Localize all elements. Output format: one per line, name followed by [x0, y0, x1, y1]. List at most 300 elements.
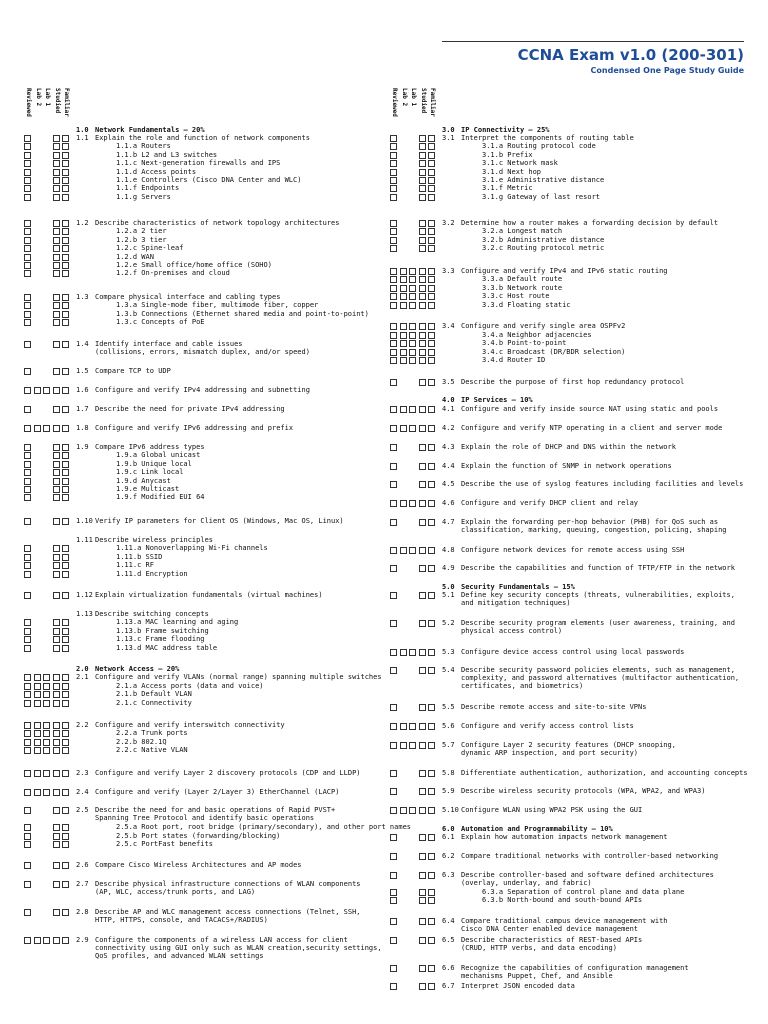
checkbox-lab-2[interactable]: [34, 700, 41, 707]
checkbox-reviewed[interactable]: [390, 519, 397, 526]
checkbox-familiar[interactable]: [428, 620, 435, 627]
checkbox-familiar[interactable]: [428, 323, 435, 330]
checkbox-familiar[interactable]: [62, 302, 69, 309]
checkbox-reviewed[interactable]: [24, 619, 31, 626]
checkbox-familiar[interactable]: [428, 444, 435, 451]
checkbox-reviewed[interactable]: [24, 571, 31, 578]
checkbox-familiar[interactable]: [428, 293, 435, 300]
checkbox-reviewed[interactable]: [24, 194, 31, 201]
checkbox-lab-2[interactable]: [400, 742, 407, 749]
checkbox-familiar[interactable]: [428, 704, 435, 711]
checkbox-reviewed[interactable]: [24, 730, 31, 737]
checkbox-lab-2[interactable]: [400, 807, 407, 814]
checkbox-reviewed[interactable]: [24, 862, 31, 869]
checkbox-studied[interactable]: [419, 237, 426, 244]
checkbox-lab-2[interactable]: [34, 425, 41, 432]
checkbox-lab-2[interactable]: [34, 683, 41, 690]
checkbox-reviewed[interactable]: [390, 834, 397, 841]
checkbox-reviewed[interactable]: [390, 349, 397, 356]
checkbox-reviewed[interactable]: [24, 220, 31, 227]
checkbox-reviewed[interactable]: [390, 152, 397, 159]
checkbox-studied[interactable]: [53, 494, 60, 501]
checkbox-studied[interactable]: [53, 909, 60, 916]
checkbox-reviewed[interactable]: [24, 770, 31, 777]
checkbox-reviewed[interactable]: [390, 481, 397, 488]
checkbox-studied[interactable]: [53, 177, 60, 184]
checkbox-lab-1[interactable]: [409, 723, 416, 730]
checkbox-lab-2[interactable]: [400, 268, 407, 275]
checkbox-lab-1[interactable]: [409, 323, 416, 330]
checkbox-reviewed[interactable]: [390, 379, 397, 386]
checkbox-lab-2[interactable]: [400, 406, 407, 413]
checkbox-studied[interactable]: [53, 319, 60, 326]
checkbox-reviewed[interactable]: [24, 228, 31, 235]
checkbox-studied[interactable]: [53, 645, 60, 652]
checkbox-studied[interactable]: [419, 220, 426, 227]
checkbox-reviewed[interactable]: [390, 897, 397, 904]
checkbox-reviewed[interactable]: [390, 667, 397, 674]
checkbox-familiar[interactable]: [428, 185, 435, 192]
checkbox-studied[interactable]: [419, 185, 426, 192]
checkbox-reviewed[interactable]: [390, 245, 397, 252]
checkbox-lab-1[interactable]: [409, 406, 416, 413]
checkbox-reviewed[interactable]: [24, 478, 31, 485]
checkbox-familiar[interactable]: [62, 319, 69, 326]
checkbox-reviewed[interactable]: [24, 691, 31, 698]
checkbox-studied[interactable]: [419, 500, 426, 507]
checkbox-studied[interactable]: [53, 722, 60, 729]
checkbox-lab-1[interactable]: [409, 268, 416, 275]
checkbox-lab-2[interactable]: [400, 276, 407, 283]
checkbox-studied[interactable]: [53, 311, 60, 318]
checkbox-reviewed[interactable]: [24, 841, 31, 848]
checkbox-lab-1[interactable]: [409, 742, 416, 749]
checkbox-studied[interactable]: [53, 143, 60, 150]
checkbox-lab-2[interactable]: [400, 349, 407, 356]
checkbox-familiar[interactable]: [62, 494, 69, 501]
checkbox-reviewed[interactable]: [390, 770, 397, 777]
checkbox-reviewed[interactable]: [390, 853, 397, 860]
checkbox-reviewed[interactable]: [24, 683, 31, 690]
checkbox-studied[interactable]: [53, 747, 60, 754]
checkbox-studied[interactable]: [53, 700, 60, 707]
checkbox-lab-2[interactable]: [34, 770, 41, 777]
checkbox-reviewed[interactable]: [24, 881, 31, 888]
checkbox-reviewed[interactable]: [390, 194, 397, 201]
checkbox-familiar[interactable]: [428, 834, 435, 841]
checkbox-familiar[interactable]: [428, 135, 435, 142]
checkbox-reviewed[interactable]: [24, 294, 31, 301]
checkbox-familiar[interactable]: [62, 807, 69, 814]
checkbox-lab-2[interactable]: [34, 789, 41, 796]
checkbox-reviewed[interactable]: [390, 704, 397, 711]
checkbox-studied[interactable]: [419, 293, 426, 300]
checkbox-familiar[interactable]: [62, 270, 69, 277]
checkbox-studied[interactable]: [419, 918, 426, 925]
checkbox-familiar[interactable]: [62, 554, 69, 561]
checkbox-reviewed[interactable]: [24, 302, 31, 309]
checkbox-studied[interactable]: [53, 807, 60, 814]
checkbox-studied[interactable]: [53, 518, 60, 525]
checkbox-studied[interactable]: [53, 833, 60, 840]
checkbox-lab-2[interactable]: [400, 547, 407, 554]
checkbox-studied[interactable]: [419, 245, 426, 252]
checkbox-familiar[interactable]: [62, 747, 69, 754]
checkbox-studied[interactable]: [419, 276, 426, 283]
checkbox-studied[interactable]: [419, 340, 426, 347]
checkbox-familiar[interactable]: [62, 152, 69, 159]
checkbox-reviewed[interactable]: [390, 220, 397, 227]
checkbox-studied[interactable]: [53, 135, 60, 142]
checkbox-reviewed[interactable]: [390, 332, 397, 339]
checkbox-studied[interactable]: [53, 452, 60, 459]
checkbox-familiar[interactable]: [62, 461, 69, 468]
checkbox-lab-1[interactable]: [43, 789, 50, 796]
checkbox-studied[interactable]: [419, 897, 426, 904]
checkbox-studied[interactable]: [419, 667, 426, 674]
checkbox-studied[interactable]: [419, 379, 426, 386]
checkbox-familiar[interactable]: [428, 937, 435, 944]
checkbox-familiar[interactable]: [62, 862, 69, 869]
checkbox-lab-1[interactable]: [43, 683, 50, 690]
checkbox-familiar[interactable]: [62, 478, 69, 485]
checkbox-studied[interactable]: [53, 237, 60, 244]
checkbox-studied[interactable]: [53, 469, 60, 476]
checkbox-familiar[interactable]: [62, 254, 69, 261]
checkbox-familiar[interactable]: [428, 340, 435, 347]
checkbox-studied[interactable]: [419, 742, 426, 749]
checkbox-reviewed[interactable]: [390, 965, 397, 972]
checkbox-lab-1[interactable]: [409, 332, 416, 339]
checkbox-studied[interactable]: [419, 169, 426, 176]
checkbox-familiar[interactable]: [428, 285, 435, 292]
checkbox-studied[interactable]: [53, 592, 60, 599]
checkbox-reviewed[interactable]: [390, 592, 397, 599]
checkbox-familiar[interactable]: [62, 185, 69, 192]
checkbox-familiar[interactable]: [62, 700, 69, 707]
checkbox-reviewed[interactable]: [24, 135, 31, 142]
checkbox-reviewed[interactable]: [390, 937, 397, 944]
checkbox-familiar[interactable]: [62, 262, 69, 269]
checkbox-reviewed[interactable]: [390, 169, 397, 176]
checkbox-studied[interactable]: [53, 562, 60, 569]
checkbox-reviewed[interactable]: [24, 645, 31, 652]
checkbox-lab-1[interactable]: [409, 500, 416, 507]
checkbox-reviewed[interactable]: [390, 406, 397, 413]
checkbox-lab-2[interactable]: [34, 722, 41, 729]
checkbox-studied[interactable]: [53, 862, 60, 869]
checkbox-familiar[interactable]: [62, 220, 69, 227]
checkbox-lab-2[interactable]: [400, 425, 407, 432]
checkbox-familiar[interactable]: [62, 444, 69, 451]
checkbox-familiar[interactable]: [62, 406, 69, 413]
checkbox-familiar[interactable]: [62, 841, 69, 848]
checkbox-lab-2[interactable]: [34, 937, 41, 944]
checkbox-lab-1[interactable]: [409, 285, 416, 292]
checkbox-familiar[interactable]: [62, 592, 69, 599]
checkbox-familiar[interactable]: [62, 937, 69, 944]
checkbox-familiar[interactable]: [428, 276, 435, 283]
checkbox-reviewed[interactable]: [24, 245, 31, 252]
checkbox-reviewed[interactable]: [24, 387, 31, 394]
checkbox-familiar[interactable]: [428, 406, 435, 413]
checkbox-familiar[interactable]: [428, 302, 435, 309]
checkbox-familiar[interactable]: [428, 649, 435, 656]
checkbox-studied[interactable]: [53, 254, 60, 261]
checkbox-familiar[interactable]: [428, 349, 435, 356]
checkbox-studied[interactable]: [53, 937, 60, 944]
checkbox-studied[interactable]: [419, 228, 426, 235]
checkbox-lab-2[interactable]: [400, 293, 407, 300]
checkbox-familiar[interactable]: [428, 770, 435, 777]
checkbox-familiar[interactable]: [428, 379, 435, 386]
checkbox-lab-1[interactable]: [43, 691, 50, 698]
checkbox-reviewed[interactable]: [24, 807, 31, 814]
checkbox-lab-2[interactable]: [34, 747, 41, 754]
checkbox-familiar[interactable]: [428, 807, 435, 814]
checkbox-studied[interactable]: [53, 185, 60, 192]
checkbox-familiar[interactable]: [62, 881, 69, 888]
checkbox-studied[interactable]: [53, 245, 60, 252]
checkbox-familiar[interactable]: [62, 469, 69, 476]
checkbox-lab-2[interactable]: [400, 332, 407, 339]
checkbox-studied[interactable]: [53, 220, 60, 227]
checkbox-lab-2[interactable]: [400, 302, 407, 309]
checkbox-reviewed[interactable]: [24, 789, 31, 796]
checkbox-familiar[interactable]: [62, 177, 69, 184]
checkbox-reviewed[interactable]: [24, 554, 31, 561]
checkbox-reviewed[interactable]: [390, 323, 397, 330]
checkbox-familiar[interactable]: [62, 909, 69, 916]
checkbox-reviewed[interactable]: [390, 237, 397, 244]
checkbox-studied[interactable]: [419, 425, 426, 432]
checkbox-reviewed[interactable]: [390, 340, 397, 347]
checkbox-studied[interactable]: [419, 177, 426, 184]
checkbox-studied[interactable]: [53, 571, 60, 578]
checkbox-familiar[interactable]: [428, 897, 435, 904]
checkbox-studied[interactable]: [419, 770, 426, 777]
checkbox-lab-2[interactable]: [400, 723, 407, 730]
checkbox-lab-1[interactable]: [409, 293, 416, 300]
checkbox-studied[interactable]: [419, 547, 426, 554]
checkbox-reviewed[interactable]: [390, 268, 397, 275]
checkbox-studied[interactable]: [53, 406, 60, 413]
checkbox-reviewed[interactable]: [390, 185, 397, 192]
checkbox-studied[interactable]: [419, 444, 426, 451]
checkbox-familiar[interactable]: [428, 788, 435, 795]
checkbox-reviewed[interactable]: [24, 444, 31, 451]
checkbox-reviewed[interactable]: [24, 747, 31, 754]
checkbox-studied[interactable]: [53, 294, 60, 301]
checkbox-familiar[interactable]: [62, 674, 69, 681]
checkbox-reviewed[interactable]: [390, 500, 397, 507]
checkbox-familiar[interactable]: [62, 739, 69, 746]
checkbox-studied[interactable]: [53, 486, 60, 493]
checkbox-familiar[interactable]: [428, 228, 435, 235]
checkbox-studied[interactable]: [53, 770, 60, 777]
checkbox-studied[interactable]: [419, 194, 426, 201]
checkbox-familiar[interactable]: [62, 619, 69, 626]
checkbox-studied[interactable]: [53, 262, 60, 269]
checkbox-familiar[interactable]: [428, 872, 435, 879]
checkbox-familiar[interactable]: [62, 824, 69, 831]
checkbox-studied[interactable]: [53, 425, 60, 432]
checkbox-reviewed[interactable]: [24, 545, 31, 552]
checkbox-familiar[interactable]: [62, 518, 69, 525]
checkbox-familiar[interactable]: [62, 194, 69, 201]
checkbox-familiar[interactable]: [428, 547, 435, 554]
checkbox-familiar[interactable]: [428, 357, 435, 364]
checkbox-reviewed[interactable]: [24, 311, 31, 318]
checkbox-lab-1[interactable]: [43, 747, 50, 754]
checkbox-studied[interactable]: [53, 341, 60, 348]
checkbox-studied[interactable]: [53, 152, 60, 159]
checkbox-familiar[interactable]: [428, 742, 435, 749]
checkbox-reviewed[interactable]: [24, 518, 31, 525]
checkbox-lab-1[interactable]: [43, 387, 50, 394]
checkbox-reviewed[interactable]: [390, 918, 397, 925]
checkbox-studied[interactable]: [53, 636, 60, 643]
checkbox-studied[interactable]: [419, 268, 426, 275]
checkbox-reviewed[interactable]: [390, 357, 397, 364]
checkbox-familiar[interactable]: [62, 143, 69, 150]
checkbox-studied[interactable]: [419, 285, 426, 292]
checkbox-reviewed[interactable]: [24, 909, 31, 916]
checkbox-studied[interactable]: [419, 160, 426, 167]
checkbox-reviewed[interactable]: [390, 983, 397, 990]
checkbox-lab-1[interactable]: [43, 937, 50, 944]
checkbox-studied[interactable]: [419, 135, 426, 142]
checkbox-studied[interactable]: [53, 270, 60, 277]
checkbox-lab-1[interactable]: [43, 730, 50, 737]
checkbox-familiar[interactable]: [62, 368, 69, 375]
checkbox-studied[interactable]: [53, 881, 60, 888]
checkbox-studied[interactable]: [419, 723, 426, 730]
checkbox-lab-2[interactable]: [34, 674, 41, 681]
checkbox-lab-1[interactable]: [409, 276, 416, 283]
checkbox-reviewed[interactable]: [24, 722, 31, 729]
checkbox-reviewed[interactable]: [390, 723, 397, 730]
checkbox-familiar[interactable]: [62, 311, 69, 318]
checkbox-familiar[interactable]: [428, 245, 435, 252]
checkbox-reviewed[interactable]: [24, 406, 31, 413]
checkbox-lab-1[interactable]: [43, 770, 50, 777]
checkbox-reviewed[interactable]: [390, 143, 397, 150]
checkbox-reviewed[interactable]: [390, 293, 397, 300]
checkbox-studied[interactable]: [419, 463, 426, 470]
checkbox-lab-1[interactable]: [409, 340, 416, 347]
checkbox-familiar[interactable]: [62, 571, 69, 578]
checkbox-familiar[interactable]: [62, 135, 69, 142]
checkbox-reviewed[interactable]: [24, 494, 31, 501]
checkbox-lab-2[interactable]: [400, 357, 407, 364]
checkbox-familiar[interactable]: [62, 683, 69, 690]
checkbox-reviewed[interactable]: [24, 237, 31, 244]
checkbox-familiar[interactable]: [428, 481, 435, 488]
checkbox-studied[interactable]: [419, 983, 426, 990]
checkbox-studied[interactable]: [53, 841, 60, 848]
checkbox-studied[interactable]: [419, 143, 426, 150]
checkbox-lab-1[interactable]: [409, 807, 416, 814]
checkbox-familiar[interactable]: [62, 562, 69, 569]
checkbox-studied[interactable]: [419, 620, 426, 627]
checkbox-studied[interactable]: [53, 683, 60, 690]
checkbox-reviewed[interactable]: [24, 824, 31, 831]
checkbox-reviewed[interactable]: [24, 143, 31, 150]
checkbox-lab-2[interactable]: [34, 387, 41, 394]
checkbox-reviewed[interactable]: [390, 788, 397, 795]
checkbox-studied[interactable]: [419, 649, 426, 656]
checkbox-lab-2[interactable]: [400, 323, 407, 330]
checkbox-studied[interactable]: [53, 824, 60, 831]
checkbox-reviewed[interactable]: [24, 486, 31, 493]
checkbox-studied[interactable]: [419, 853, 426, 860]
checkbox-reviewed[interactable]: [24, 152, 31, 159]
checkbox-familiar[interactable]: [62, 722, 69, 729]
checkbox-lab-1[interactable]: [43, 722, 50, 729]
checkbox-reviewed[interactable]: [390, 649, 397, 656]
checkbox-familiar[interactable]: [62, 160, 69, 167]
checkbox-studied[interactable]: [53, 628, 60, 635]
checkbox-familiar[interactable]: [62, 237, 69, 244]
checkbox-lab-1[interactable]: [43, 674, 50, 681]
checkbox-studied[interactable]: [419, 788, 426, 795]
checkbox-studied[interactable]: [419, 592, 426, 599]
checkbox-familiar[interactable]: [62, 730, 69, 737]
checkbox-studied[interactable]: [53, 789, 60, 796]
checkbox-reviewed[interactable]: [24, 562, 31, 569]
checkbox-familiar[interactable]: [428, 853, 435, 860]
checkbox-studied[interactable]: [419, 357, 426, 364]
checkbox-reviewed[interactable]: [24, 700, 31, 707]
checkbox-lab-1[interactable]: [409, 649, 416, 656]
checkbox-reviewed[interactable]: [24, 469, 31, 476]
checkbox-reviewed[interactable]: [24, 592, 31, 599]
checkbox-familiar[interactable]: [428, 425, 435, 432]
checkbox-studied[interactable]: [419, 565, 426, 572]
checkbox-reviewed[interactable]: [24, 368, 31, 375]
checkbox-familiar[interactable]: [62, 452, 69, 459]
checkbox-reviewed[interactable]: [390, 425, 397, 432]
checkbox-familiar[interactable]: [62, 486, 69, 493]
checkbox-reviewed[interactable]: [24, 262, 31, 269]
checkbox-reviewed[interactable]: [390, 807, 397, 814]
checkbox-reviewed[interactable]: [24, 425, 31, 432]
checkbox-reviewed[interactable]: [24, 628, 31, 635]
checkbox-familiar[interactable]: [62, 789, 69, 796]
checkbox-familiar[interactable]: [62, 294, 69, 301]
checkbox-studied[interactable]: [53, 302, 60, 309]
checkbox-reviewed[interactable]: [24, 341, 31, 348]
checkbox-reviewed[interactable]: [390, 872, 397, 879]
checkbox-reviewed[interactable]: [390, 742, 397, 749]
checkbox-studied[interactable]: [419, 965, 426, 972]
checkbox-studied[interactable]: [53, 674, 60, 681]
checkbox-reviewed[interactable]: [24, 461, 31, 468]
checkbox-studied[interactable]: [53, 554, 60, 561]
checkbox-reviewed[interactable]: [24, 319, 31, 326]
checkbox-reviewed[interactable]: [390, 620, 397, 627]
checkbox-studied[interactable]: [419, 872, 426, 879]
checkbox-reviewed[interactable]: [24, 160, 31, 167]
checkbox-lab-1[interactable]: [409, 547, 416, 554]
checkbox-studied[interactable]: [419, 349, 426, 356]
checkbox-studied[interactable]: [419, 519, 426, 526]
checkbox-familiar[interactable]: [428, 220, 435, 227]
checkbox-reviewed[interactable]: [24, 452, 31, 459]
checkbox-reviewed[interactable]: [24, 833, 31, 840]
checkbox-familiar[interactable]: [428, 565, 435, 572]
